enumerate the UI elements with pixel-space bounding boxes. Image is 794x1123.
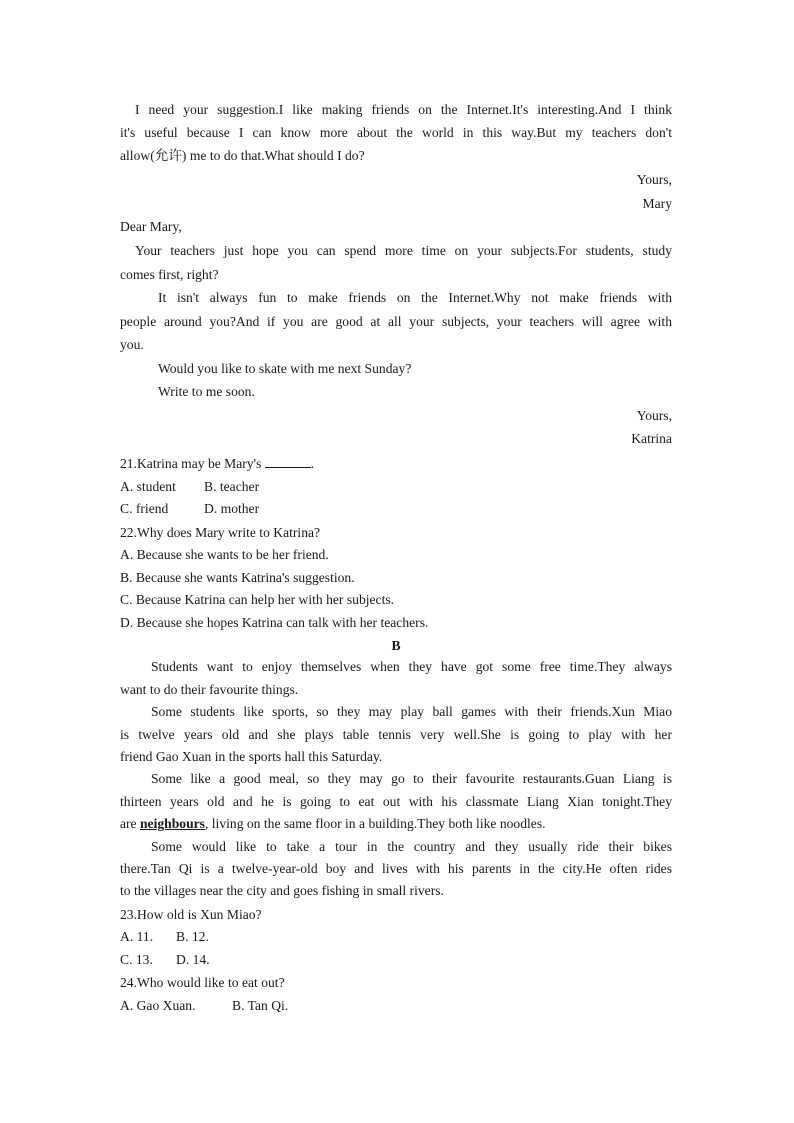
q23-options-row-1 — [120, 925, 672, 948]
q23-options-row-2 — [120, 948, 672, 971]
letter1-line-3: allow(允许) me to do that.What should I do? — [120, 148, 365, 163]
section-b-p3-line-3 — [120, 812, 672, 835]
q23-option-c: C. 13. — [120, 952, 153, 967]
letter2-p3: Would you like to skate with me next Sunday? — [158, 361, 412, 376]
p3-line-3-start: are — [120, 816, 140, 831]
letter2-p1-line-2: comes first, right? — [120, 267, 219, 282]
q23-stem: 23.How old is Xun Miao? — [120, 907, 262, 922]
letter2-closing: Yours, — [636, 408, 672, 423]
section-b-p1-line-1: Students want to enjoy themselves when they have got some free time.They always — [151, 659, 672, 674]
section-b-p2-line-1: Some students like sports, so they may play ball games with their friends.Xun Miao — [151, 704, 672, 719]
q21-option-c: C. friend — [120, 501, 169, 516]
q21-stem-text: 21.Katrina may be Mary's — [120, 456, 265, 471]
q23-option-b: B. 12. — [176, 929, 209, 944]
section-b-p4-line-3: to the villages near the city and goes fishing in small rivers. — [120, 883, 444, 898]
letter2-p2-line-2: people around you?And if you are good at all your subjects, your teachers will agree with — [120, 314, 672, 329]
q24-options-row-1 — [120, 994, 672, 1017]
section-b-heading: B — [391, 638, 401, 653]
section-b-p3-line-1: Some like a good meal, so they may go to their favourite restaurants.Guan Liang is — [151, 771, 672, 786]
q21-stem — [120, 452, 672, 475]
q21-option-d: D. mother — [204, 501, 260, 516]
q22-option-a: A. Because she wants to be her friend. — [120, 547, 329, 562]
section-b-p2-line-3: friend Gao Xuan in the sports hall this Saturday. — [120, 749, 383, 764]
q21-option-a: A. student — [120, 479, 176, 494]
q22-option-c: C. Because Katrina can help her with her subjects. — [120, 592, 395, 607]
q21-options-row-2 — [120, 497, 672, 520]
section-b-p1-line-2: want to do their favourite things. — [120, 682, 299, 697]
letter2-p2-line-3: you. — [120, 337, 144, 352]
letter1-line-1: I need your suggestion.I like making friends on the Internet.It's interesting.And I think — [135, 102, 672, 117]
q21-stem-end: . — [310, 456, 315, 471]
letter2-p1-line-1: Your teachers just hope you can spend more time on your subjects.For students, study — [135, 243, 672, 258]
q23-option-d: D. 14. — [176, 952, 210, 967]
q21-option-b: B. teacher — [204, 479, 260, 494]
letter2-greeting: Dear Mary, — [120, 219, 182, 234]
section-b-p4-line-1: Some would like to take a tour in the country and they usually ride their bikes — [151, 839, 672, 854]
q24-option-a: A. Gao Xuan. — [120, 998, 196, 1013]
section-b-p3-line-2: thirteen years old and he is going to eat out with his classmate Liang Xian tonight.They — [120, 794, 672, 809]
letter1-signature: Mary — [642, 196, 672, 211]
letter1-closing: Yours, — [636, 172, 672, 187]
letter2-p4: Write to me soon. — [158, 384, 255, 399]
p3-line-3-end: , living on the same floor in a building.They both like noodles. — [204, 816, 546, 831]
section-b-p4-line-2: there.Tan Qi is a twelve-year-old boy and lives with his parents in the city.He often rides — [120, 861, 672, 876]
section-b-p2-line-2: is twelve years old and she plays table tennis very well.She is going to play with her — [120, 727, 672, 742]
letter1-line-2: it's useful because I can know more about the world in this way.But my teachers don't — [120, 125, 672, 140]
q22-option-d: D. Because she hopes Katrina can talk with her teachers. — [120, 615, 429, 630]
q23-option-a: A. 11. — [120, 929, 154, 944]
q24-stem: 24.Who would like to eat out? — [120, 975, 285, 990]
q24-option-b: B. Tan Qi. — [232, 998, 289, 1013]
letter2-p2-line-1: It isn't always fun to make friends on the Internet.Why not make friends with — [158, 290, 672, 305]
q21-options-row-1 — [120, 475, 672, 498]
neighbours-highlight: neighbours — [140, 816, 205, 831]
letter2-signature: Katrina — [631, 431, 672, 446]
q22-stem: 22.Why does Mary write to Katrina? — [120, 525, 321, 540]
q21-answer-blank — [265, 455, 311, 468]
q22-option-b: B. Because she wants Katrina's suggestion. — [120, 570, 355, 585]
